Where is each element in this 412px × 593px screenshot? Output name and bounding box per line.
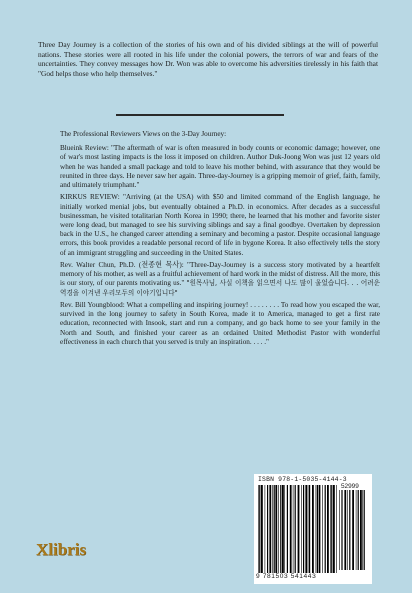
barcode-bar: [298, 485, 300, 573]
review-chun: [60, 261, 380, 298]
barcode-bar: [336, 485, 337, 573]
barcode-bar: [319, 485, 321, 573]
barcode-bar: [275, 485, 277, 573]
price-barcode: [339, 490, 367, 570]
isbn-barcode-box: [254, 474, 372, 584]
barcode-bar: [356, 490, 357, 570]
barcode-digits: 9 781503 541443: [256, 573, 317, 580]
barcode-bar: [269, 485, 271, 573]
review-chun-korean: "원목사님, 사실 이책을 읽으면서 나도 많이 울었습니다. . . 어려운 역경을 이겨낸 우리모두의 이야기입니다": [60, 279, 380, 297]
barcode-bar: [347, 490, 348, 570]
section-divider: [116, 114, 284, 116]
barcode-bar: [258, 485, 259, 573]
barcode-bar: [282, 485, 284, 573]
barcode-bar: [330, 485, 331, 573]
barcode-bar: [305, 485, 307, 573]
barcode-bar: [341, 490, 342, 570]
barcode-bar: [364, 490, 365, 570]
review-blueink: Blueink Review: "The aftermath of war is often measured in body counts or economic damage; however, one of war's most lasting impacts is the loss it imposed on children. Author Duk-Joong Won was just 12 years old when he was handed a small package and told to leave his mother behind, with assurance that they would be reunited in three days. He never saw her again. Three-day-Journey is a gripping memoir of grief, faith, family, and ultimately triumphant.": [60, 144, 380, 190]
barcode-bar: [284, 485, 285, 573]
review-chun-english: Rev. Walter Chun, Ph.D. (전종현 목사): "Three-Day-Journey is a success story motivated by a heartfelt memory of his mother, as well as a fruitful achievement of hard work in the midst of distress. All the more, this is our story, of our parents motivating us.": [60, 261, 380, 288]
publisher-logo: Xlibris: [36, 540, 87, 559]
reviews-section: [60, 130, 380, 350]
barcode-bar: [293, 485, 294, 573]
review-youngblood: Rev. Bill Youngblood: What a compelling and inspiring journey! . . . . . . . . To read how you escaped the war, survived in the long journey to safety in South Korea, made it to America, managed to get a first rate education, reconnected with Insook, start and run a company, and go back home to see your family in the North and South, and finished your career as an ordained United Methodist Pastor with wonderful effectiveness in each church that you served is truly an inspiration. . . . .": [60, 301, 380, 346]
barcode-bar: [272, 485, 273, 573]
barcode-bar: [267, 485, 268, 573]
barcode-bar: [360, 490, 362, 570]
barcode-bar: [259, 485, 260, 573]
barcode-bar: [344, 490, 346, 570]
barcode-bar: [339, 490, 340, 570]
barcode-bar: [280, 485, 281, 573]
barcode-bar: [327, 485, 329, 573]
barcode-bar: [309, 485, 310, 573]
reviews-heading: The Professional Reviewers Views on the 3-Day Journey:: [60, 130, 227, 138]
barcode-bar: [352, 490, 354, 570]
barcode-bar: [349, 490, 350, 570]
barcode-bar: [358, 490, 359, 570]
barcode-bar: [265, 485, 266, 573]
book-blurb: Three Day Journey is a collection of the stories of his own and of his divided siblings at the will of powerful nations. These stories were all rooted in his life under the colonial powers, the terrors of war and fears of the uncertainties. They convey messages how Dr. Won was able to overcome his adversities tirelessly in his faith that "God helps those who help themselves.": [38, 40, 378, 78]
barcode-bar: [362, 490, 363, 570]
barcode-bar: [290, 485, 292, 573]
barcode-bar: [325, 485, 326, 573]
barcode-bar: [308, 485, 309, 573]
barcode-bar: [274, 485, 275, 573]
barcode-bar: [322, 485, 323, 573]
barcode-bar: [316, 485, 317, 573]
price-code: 52999: [341, 483, 359, 490]
barcode-bar: [312, 485, 314, 573]
barcode-bar: [301, 485, 302, 573]
barcode-bar: [261, 485, 263, 573]
barcode-bar: [333, 485, 335, 573]
barcode-bar: [303, 485, 304, 573]
isbn-barcode: [258, 485, 338, 573]
review-kirkus: KIRKUS REVIEW: "Arriving (at the USA) with $50 and limited command of the English language, he initially worked menial jobs, but eventually obtained a Ph.D. in economics. After decades as a successful businessman, he visited totalitarian North Korea in 1990; there, he learned that his mother and favorite sister were long dead, but managed to see his surviving siblings and say a final goodbye. Overtaken by depression back in the U.S., he changed career attending a seminary and becoming a pastor. Despite occasional language errors, this book provides a readable personal record of life in bygone Korea. It also effectively tells the story of an immigrant struggling and succeeding in the United States.: [60, 193, 380, 257]
barcode-bar: [331, 485, 332, 573]
isbn-label: ISBN 978-1-5035-4144-3: [258, 476, 347, 483]
barcode-bar: [278, 485, 279, 573]
barcode-bar: [295, 485, 296, 573]
barcode-bar: [287, 485, 288, 573]
barcode-bar: [317, 485, 318, 573]
